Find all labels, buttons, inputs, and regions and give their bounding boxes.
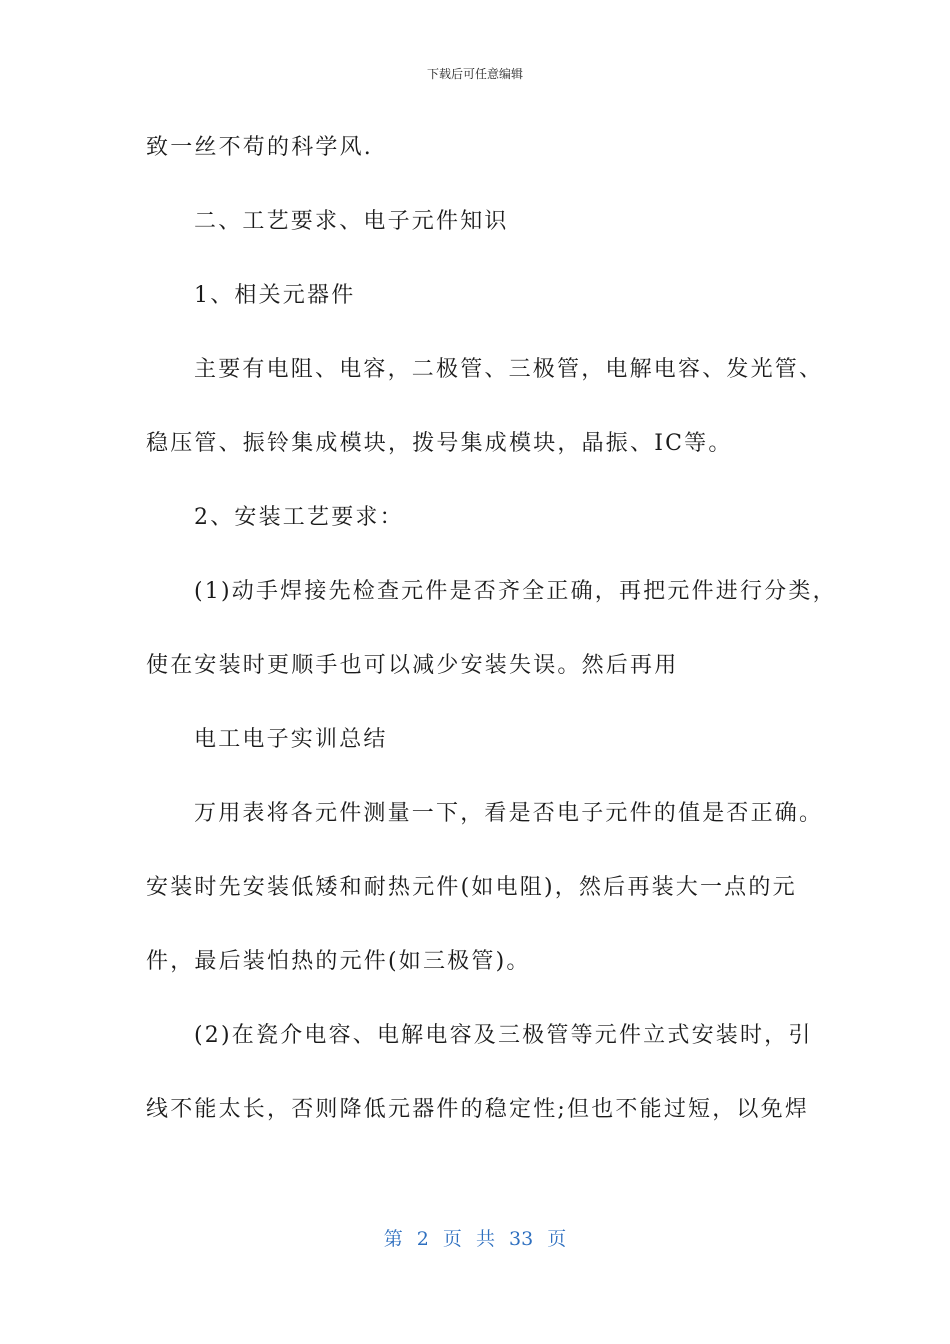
paragraph-line: 件，最后装怕热的元件(如三极管)。 [146, 949, 531, 974]
paragraph-line: 线不能太长，否则降低元器件的稳定性;但也不能过短，以免焊 [146, 1097, 810, 1122]
paragraph-line: 安装时先安装低矮和耐热元件(如电阻)，然后再装大一点的元 [146, 875, 797, 900]
section-heading: 二、工艺要求、电子元件知识 [194, 209, 509, 234]
paragraph-line: 使在安装时更顺手也可以减少安装失误。然后再用 [146, 653, 679, 678]
page-header: 下载后可任意编辑 [426, 67, 523, 81]
paragraph-line: (1)动手焊接先检查元件是否齐全正确，再把元件进行分类， [194, 579, 837, 604]
paragraph-line: 万用表将各元件测量一下，看是否电子元件的值是否正确。 [194, 801, 824, 826]
paragraph-line: 致一丝不苟的科学风. [146, 135, 373, 160]
paragraph-line: (2)在瓷介电容、电解电容及三极管等元件立式安装时，引 [194, 1023, 813, 1048]
subsection-heading: 1、相关元器件 [194, 283, 356, 308]
paragraph-line: 稳压管、振铃集成模块，拨号集成模块，晶振、IC等。 [146, 431, 733, 456]
page-number: 第 2 页 共 33 页 [383, 1228, 567, 1250]
running-title: 电工电子实训总结 [194, 727, 388, 752]
paragraph-line: 主要有电阻、电容，二极管、三极管，电解电容、发光管、 [194, 357, 824, 382]
subsection-heading: 2、安装工艺要求： [194, 505, 404, 530]
